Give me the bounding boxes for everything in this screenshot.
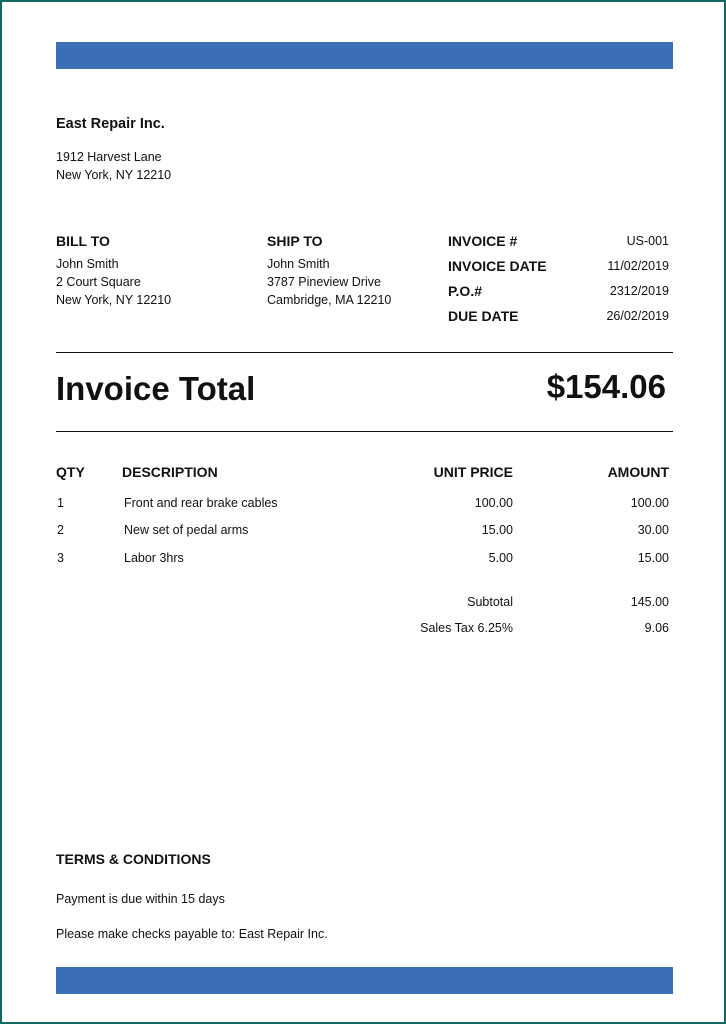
invoice-total-value: $154.06: [546, 368, 666, 405]
terms-line-2: Please make checks payable to: East Repair Inc.: [56, 927, 328, 941]
item-row-3-description: Labor 3hrs: [124, 551, 184, 565]
bill-to-line2: New York, NY 12210: [56, 293, 172, 307]
item-row-1-amount: 100.00: [630, 496, 669, 510]
company-address-line2: New York, NY 12210: [56, 168, 172, 182]
bill-to-line1: 2 Court Square: [56, 275, 141, 289]
terms-line-1: Payment is due within 15 days: [56, 892, 225, 906]
subtotal-label: Subtotal: [467, 595, 513, 609]
description-column-header: DESCRIPTION: [122, 464, 218, 480]
invoice-number-value: US-001: [626, 234, 669, 248]
bill-to-name: John Smith: [56, 257, 119, 271]
item-row-2-unit-price: 15.00: [481, 523, 513, 537]
due-date-value: 26/02/2019: [606, 309, 669, 323]
qty-column-header: QTY: [56, 464, 85, 480]
divider-bottom: [56, 431, 673, 432]
ship-to-heading: SHIP TO: [267, 233, 323, 249]
ship-to-line2: Cambridge, MA 12210: [267, 293, 392, 307]
due-date-label: DUE DATE: [448, 308, 519, 324]
amount-column-header: AMOUNT: [607, 464, 669, 480]
item-row-1-unit-price: 100.00: [474, 496, 513, 510]
sales-tax-label: Sales Tax 6.25%: [420, 621, 513, 635]
sales-tax-value: 9.06: [644, 621, 669, 635]
ship-to-name: John Smith: [267, 257, 330, 271]
po-number-label: P.O.#: [448, 283, 482, 299]
item-row-3-qty: 3: [57, 551, 64, 565]
item-row-2-amount: 30.00: [637, 523, 669, 537]
top-accent-bar: [56, 42, 673, 69]
po-number-value: 2312/2019: [609, 284, 669, 298]
company-address-line1: 1912 Harvest Lane: [56, 150, 162, 164]
bottom-accent-bar: [56, 967, 673, 994]
item-row-3-unit-price: 5.00: [488, 551, 513, 565]
item-row-2-qty: 2: [57, 523, 64, 537]
company-name: East Repair Inc.: [56, 116, 165, 132]
invoice-date-value: 11/02/2019: [607, 259, 669, 273]
item-row-2-description: New set of pedal arms: [124, 523, 249, 537]
item-row-3-amount: 15.00: [637, 551, 669, 565]
invoice-date-label: INVOICE DATE: [448, 258, 547, 274]
ship-to-line1: 3787 Pineview Drive: [267, 275, 381, 289]
invoice-number-label: INVOICE #: [448, 233, 518, 249]
item-row-1-qty: 1: [57, 496, 64, 510]
bill-to-heading: BILL TO: [56, 233, 110, 249]
item-row-1-description: Front and rear brake cables: [124, 496, 278, 510]
invoice-total-label: Invoice Total: [56, 370, 256, 407]
terms-heading: TERMS & CONDITIONS: [56, 851, 211, 867]
divider-top: [56, 352, 673, 353]
unit-price-column-header: UNIT PRICE: [433, 464, 513, 480]
subtotal-value: 145.00: [630, 595, 669, 609]
